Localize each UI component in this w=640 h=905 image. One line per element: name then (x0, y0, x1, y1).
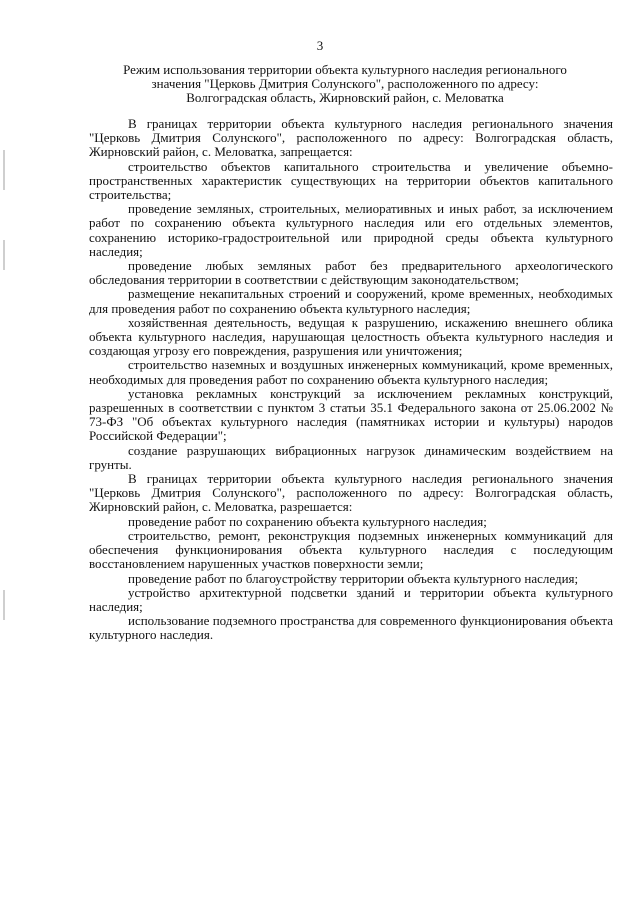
prohibited-item: размещение некапитальных строений и сооружений, кроме временных, необходимых для проведения работ по сохранению объекта культурного наследия; (89, 286, 613, 316)
document-body (89, 117, 613, 643)
prohibited-item: строительство объектов капитального строительства и увеличение объемно-пространственных характеристик существующих на территории объектов капитального строительства; (89, 158, 613, 203)
permitted-item: проведение работ по сохранению объекта культурного наследия; (128, 513, 487, 529)
scan-edge-mark (3, 590, 5, 620)
permitted-item: использование подземного пространства для современного функционирования объекта культурного наследия. (89, 613, 613, 643)
scan-edge-mark (3, 240, 5, 270)
page-number: 3 (316, 38, 324, 53)
prohibited-item: установка рекламных конструкций за исключением рекламных конструкций, разрешенных в соответствии с пунктом 3 статьи 35.1 Федерального закона от 25.06.2002 № 73-ФЗ "Об объектах культурного наследия (памятниках истории и культуры) народов Российской Федерации"; (89, 385, 613, 444)
prohibited-item: хозяйственная деятельность, ведущая к разрушению, искажению внешнего облика объекта культурного наследия, нарушающая целостность объекта культурного наследия и создающая угрозу его повреждения, разрушения или уничтожения; (89, 314, 613, 359)
prohibited-item: создание разрушающих вибрационных нагрузок динамическим воздействием на грунты. (89, 442, 613, 472)
title-line: Режим использования территории объекта культурного наследия регионального (123, 62, 567, 77)
prohibited-item: проведение земляных, строительных, мелиоративных и иных работ, за исключением работ по сохранению объекта культурного наследия или его отдельных элементов, сохранению историко-градостроительной или природной среды объекта культурного наследия; (89, 201, 613, 259)
permitted-item: проведение работ по благоустройству территории объекта культурного наследия; (128, 570, 579, 586)
title-line: Волгоградская область, Жирновский район, с. Меловатка (186, 90, 504, 105)
scan-edge-mark (3, 150, 5, 190)
document-title (80, 63, 610, 105)
permitted-item: строительство, ремонт, реконструкция подземных инженерных коммуникаций для обеспечения функционирования объекта культурного наследия с последующим восстановлением нарушенных участков поверхности земли; (89, 527, 613, 572)
intro-permitted-paragraph: В границах территории объекта культурного наследия регионального значения "Церковь Дмитрия Солунского", расположенного по адресу: Волгоградская область, Жирновский район, с. Меловатка, разрешается: (89, 471, 613, 515)
title-line: значения "Церковь Дмитрия Солунского", расположенного по адресу: (151, 76, 539, 91)
prohibited-item: проведение любых земляных работ без предварительного археологического обследования территории в соответствии с действующим законодательством; (89, 258, 613, 288)
intro-prohibited-paragraph: В границах территории объекта культурного наследия регионального значения "Церковь Дмитрия Солунского", расположенного по адресу: Волгоградская область, Жирновский район, с. Меловатка, запрещается: (89, 116, 613, 160)
permitted-item: устройство архитектурной подсветки зданий и территории объекта культурного наследия; (89, 584, 613, 614)
prohibited-item: строительство наземных и воздушных инженерных коммуникаций, кроме временных, необходимых для проведения работ по сохранению объекта культурного наследия; (89, 357, 613, 387)
